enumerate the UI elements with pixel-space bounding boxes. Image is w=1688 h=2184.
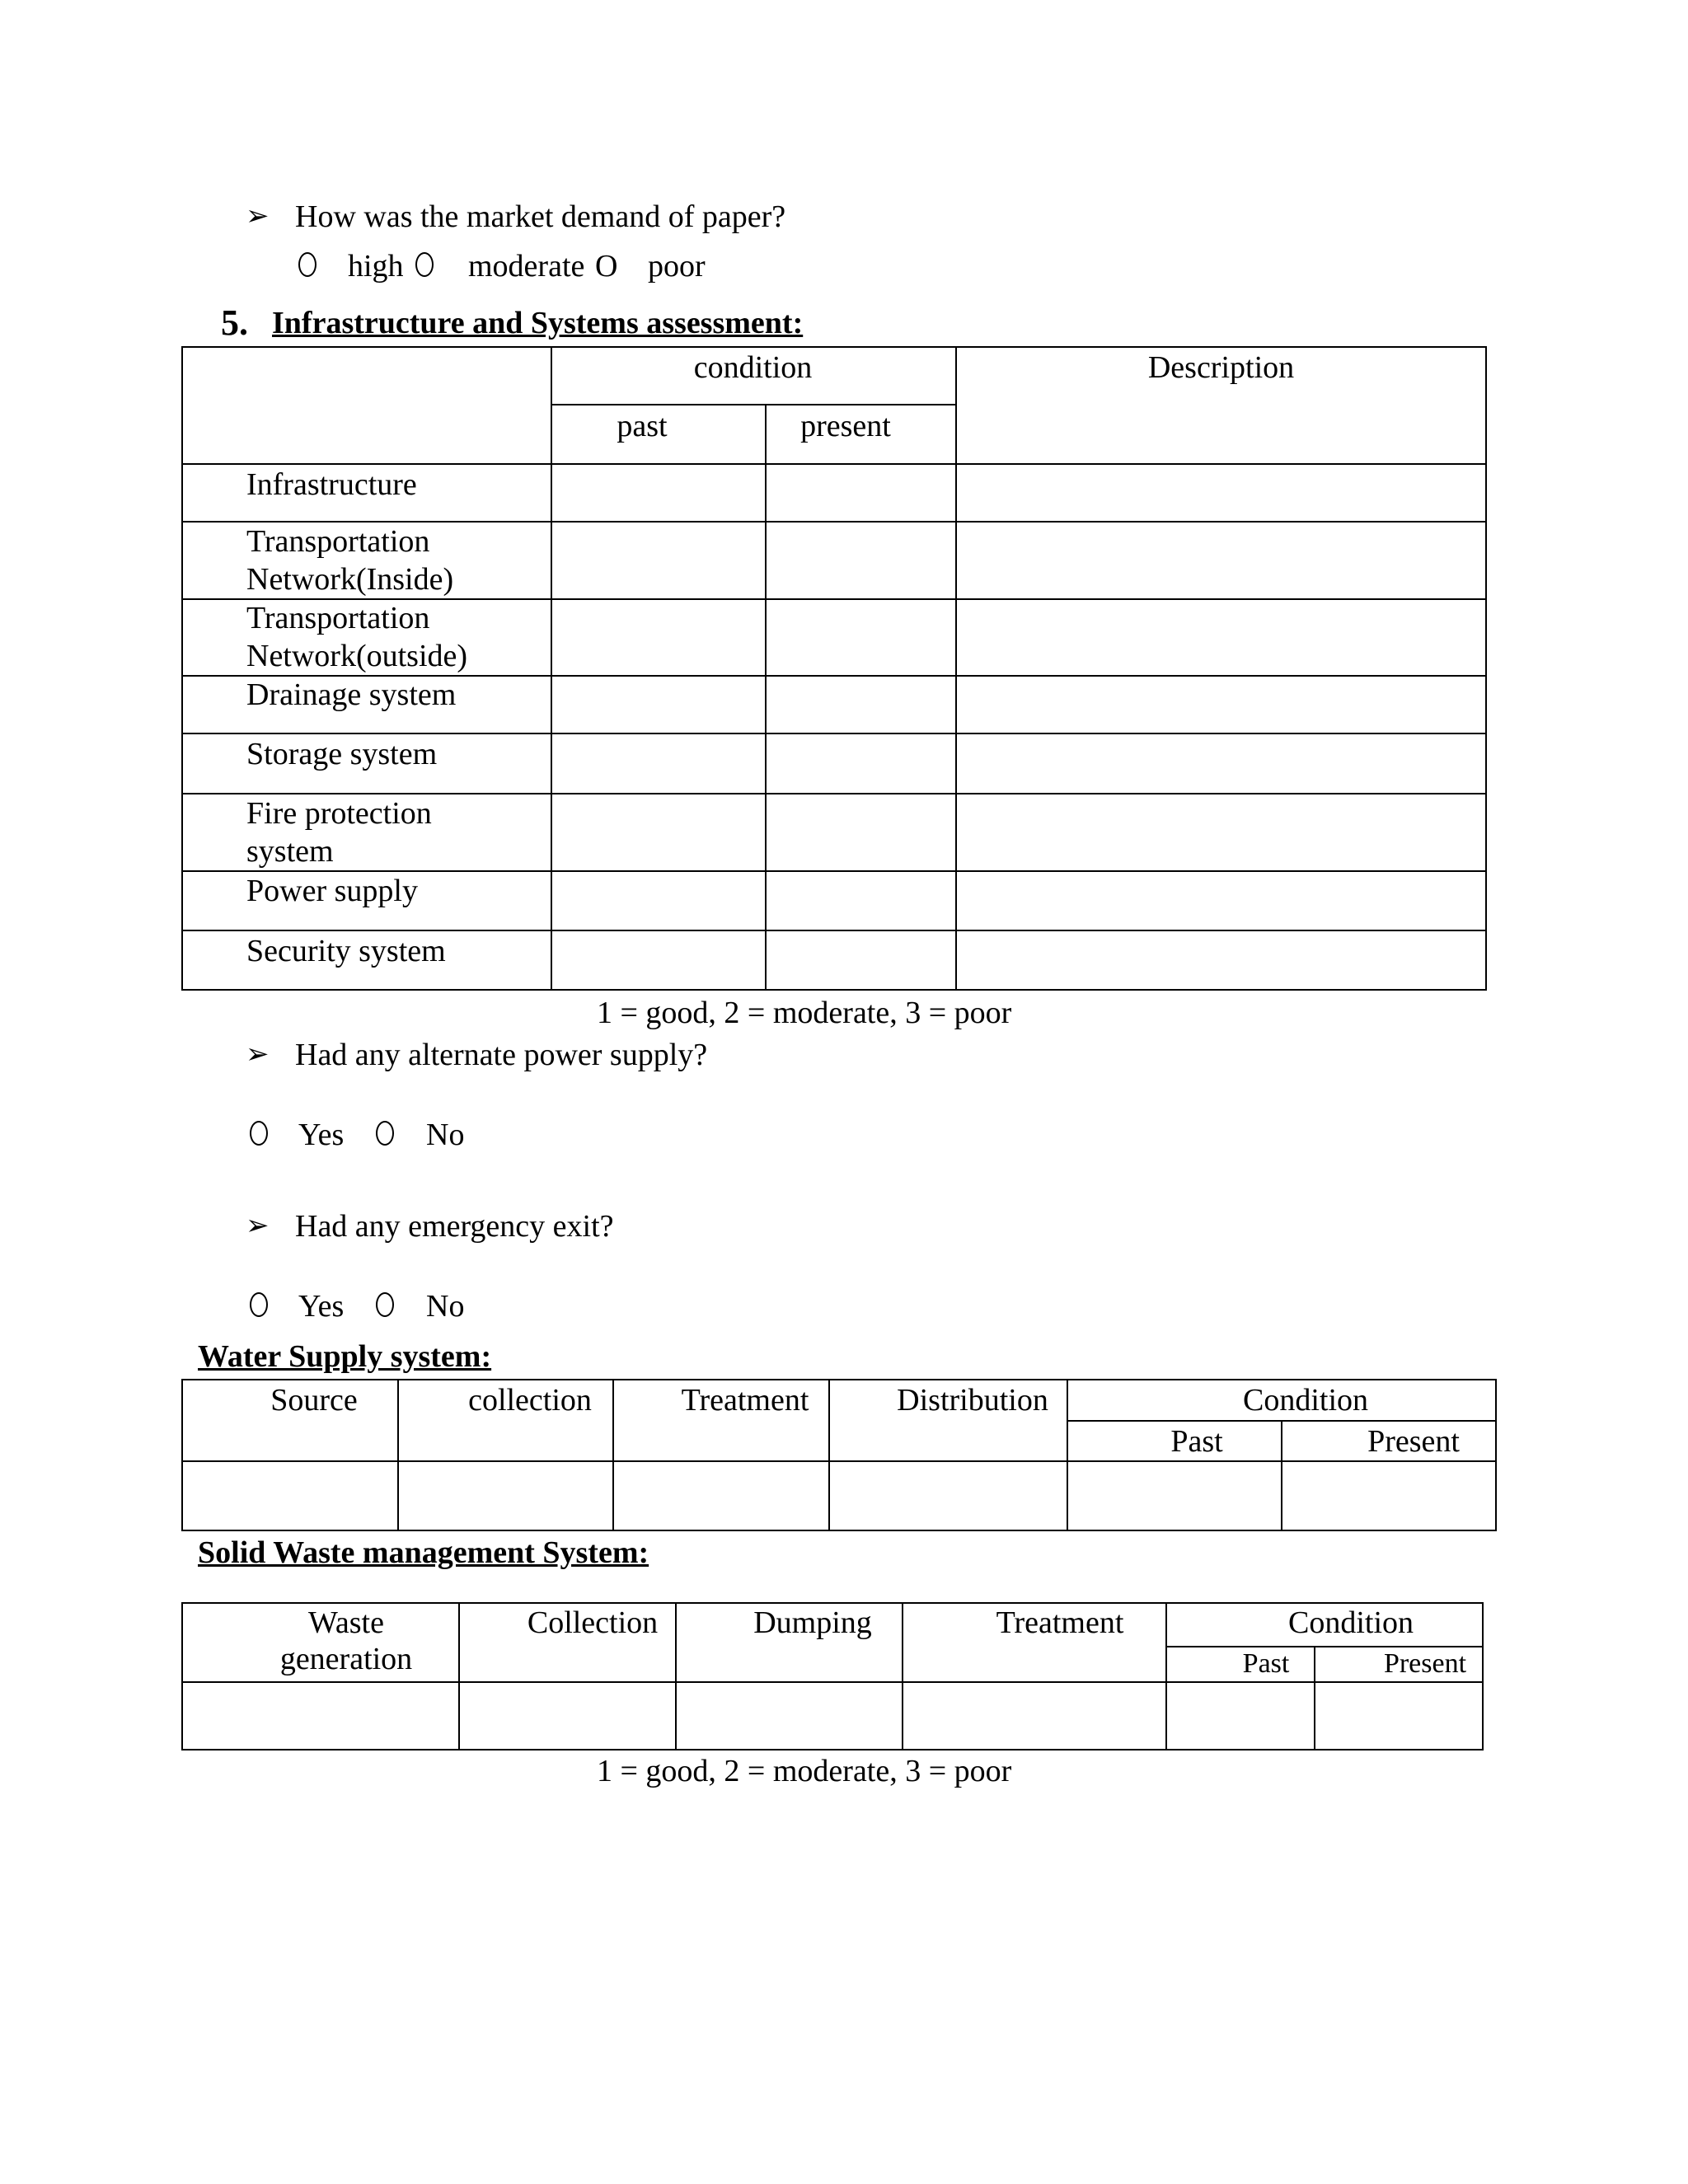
radio-alt-power-no[interactable] [376,1121,394,1146]
market-demand-options [298,251,760,284]
emergency-no-label: No [426,1289,465,1324]
bullet-arrow-icon: ➢ [246,1211,270,1241]
waste-header-past: Past [1242,1648,1290,1679]
waste-header-treatment: Treatment [996,1605,1124,1640]
option-poor-label: poor [648,249,706,284]
rating-legend-bottom: 1 = good, 2 = moderate, 3 = poor [597,1754,1012,1788]
water-header-collection: collection [468,1383,592,1418]
radio-poor[interactable]: O [595,249,618,284]
water-header-past: Past [1170,1424,1223,1459]
emergency-exit-question: Had any emergency exit? [295,1209,614,1244]
bullet-arrow-icon: ➢ [246,1039,270,1070]
row-label-transport-inside-1: Transportation [246,524,430,559]
water-header-present: Present [1367,1424,1460,1459]
row-label-security: Security system [246,934,446,968]
waste-header-waste-line1: Waste [308,1605,384,1640]
alt-power-yes-label: Yes [298,1118,345,1152]
row-label-drainage: Drainage system [246,677,457,712]
row-label-power: Power supply [246,874,418,908]
water-header-treatment: Treatment [681,1383,809,1418]
row-label-transport-inside-2: Network(Inside) [246,562,454,597]
radio-emergency-no[interactable] [376,1292,394,1317]
market-demand-question: How was the market demand of paper? [295,199,786,234]
waste-header-condition: Condition [1287,1605,1414,1640]
water-header-condition: Condition [1242,1383,1369,1418]
section-number: 5. [221,302,248,343]
row-label-fire-1: Fire protection [246,796,432,831]
water-header-distribution: Distribution [897,1383,1048,1418]
radio-high[interactable] [298,252,316,277]
waste-header-collection: Collection [527,1605,659,1640]
row-label-transport-outside-1: Transportation [246,601,430,635]
waste-header-waste-line2: generation [279,1642,413,1676]
radio-moderate[interactable] [415,252,434,277]
alt-power-no-label: No [426,1118,465,1152]
rating-legend: 1 = good, 2 = moderate, 3 = poor [597,996,1012,1030]
option-high-label: high [348,249,404,284]
header-condition: condition [693,350,813,385]
row-label-fire-2: system [246,834,334,869]
row-label-infrastructure: Infrastructure [246,467,417,502]
alt-power-question: Had any alternate power supply? [295,1038,708,1072]
header-description: Description [1147,350,1295,385]
header-past: past [617,409,668,443]
section-title: Infrastructure and Systems assessment: [272,306,804,340]
row-label-storage: Storage system [246,737,438,771]
waste-header-dumping: Dumping [753,1605,872,1640]
water-supply-title: Water Supply system: [198,1339,492,1374]
radio-emergency-yes[interactable] [250,1292,268,1317]
radio-alt-power-yes[interactable] [250,1121,268,1146]
waste-header-present: Present [1383,1648,1467,1679]
bullet-arrow-icon: ➢ [246,201,270,232]
header-present: present [800,409,891,443]
water-header-source: Source [270,1383,358,1418]
emergency-yes-label: Yes [298,1289,345,1324]
option-moderate-label: moderate [468,249,585,284]
solid-waste-title: Solid Waste management System: [198,1535,649,1570]
row-label-transport-outside-2: Network(outside) [246,639,468,673]
